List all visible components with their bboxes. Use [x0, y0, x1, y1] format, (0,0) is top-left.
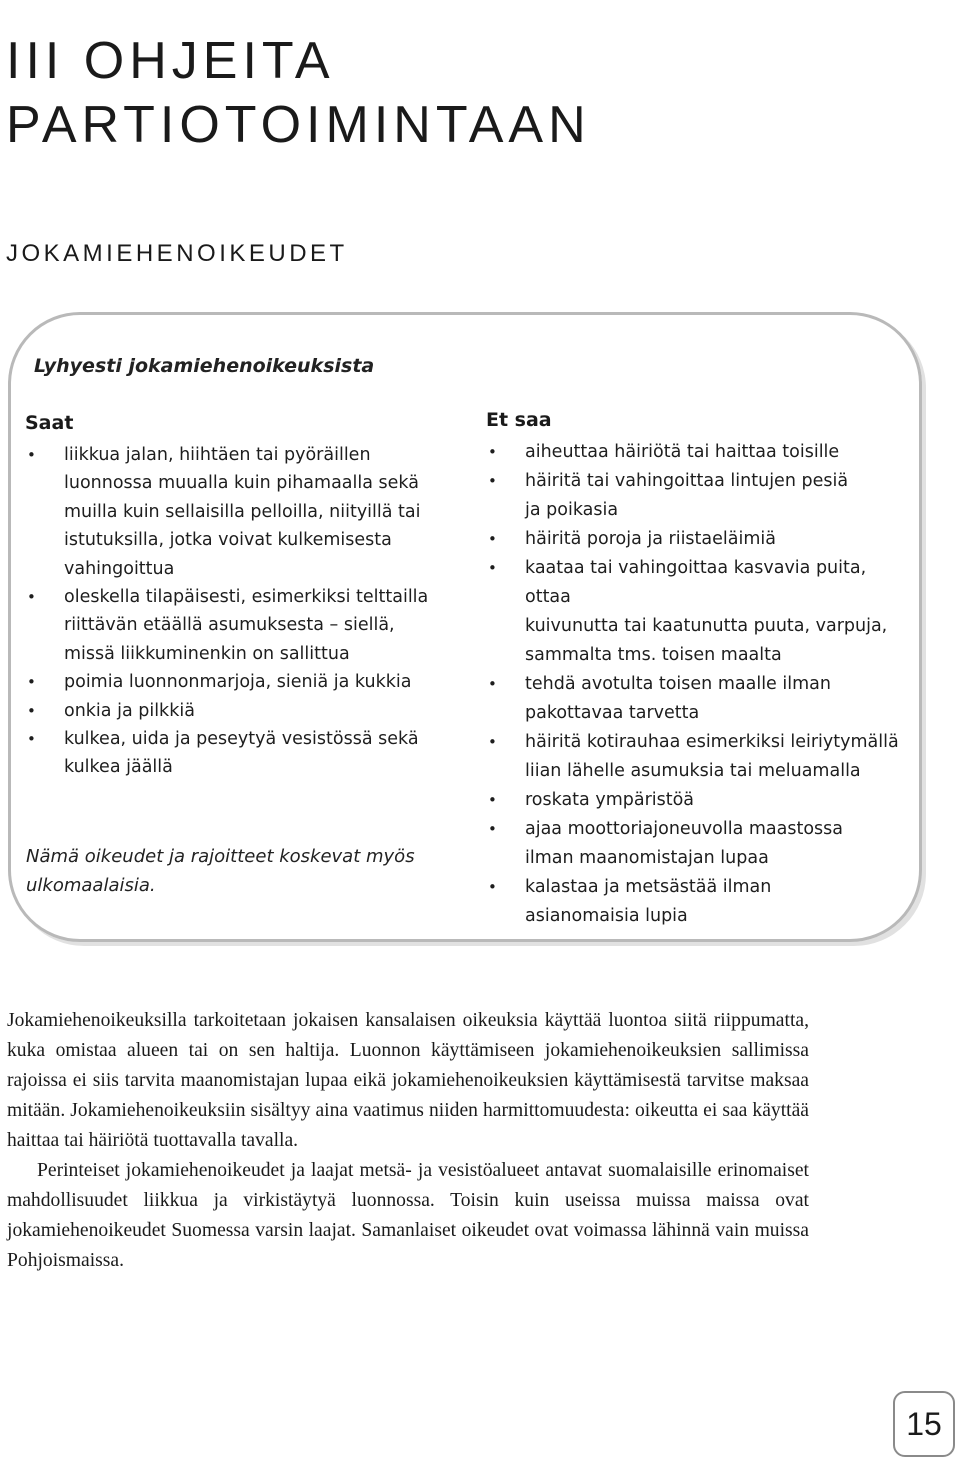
bullet-icon: •	[27, 730, 36, 749]
list-item-line: riittävän etäällä asumuksesta – siellä,	[64, 615, 395, 636]
list-item-line: ajaa moottoriajoneuvolla maastossa	[525, 819, 843, 839]
list-item-line: häiritä tai vahingoittaa lintujen pesiä	[525, 471, 849, 491]
info-box-note	[26, 842, 446, 900]
allowed-list-item	[25, 725, 445, 782]
forbidden-list-item	[486, 670, 916, 728]
body-paragraph: Perinteiset jokamiehenoikeudet ja laajat metsä- ja vesistöalueet antavat suomalaisille erinomaiset mahdollisuudet liikkua ja virkistäytyä luonnossa. Toisin kuin useissa muissa maissa ovat jokamiehenoikeudet Suomessa varsin laajat. Samanlaiset oikeudet ovat voimassa lähinnä vain muissa Pohjoismaissa.	[7, 1160, 809, 1271]
list-item-line: liikkua jalan, hiihtäen tai pyöräillen	[64, 445, 371, 465]
allowed-list-item	[25, 697, 445, 725]
forbidden-list-item	[486, 786, 916, 815]
body-text	[7, 1006, 809, 1276]
bullet-icon: •	[27, 588, 36, 607]
list-item-line: häiritä poroja ja riistaeläimiä	[525, 529, 776, 549]
list-item-line: pakottavaa tarvetta	[525, 703, 700, 723]
body-paragraph: Jokamiehenoikeuksilla tarkoitetaan jokaisen kansalaisen oikeuksia käyttää luontoa siitä riippumatta, kuka omistaa alueen tai on sen haltija. Luonnon käyttämiseen jokamiehenoikeuksien sallimissa rajoissa ei siis tarvita maanomistajan lupaa eikä jokamiehenoikeuksien käyttämisestä tarvitse maksaa mitään. Jokamiehenoikeuksiin sisältyy aina vaatimus niiden harmittomuudesta: oikeutta ei saa käyttää haittaa tai häiriötä tuottavalla tavalla.	[7, 1010, 809, 1151]
allowed-heading: Saat	[25, 412, 74, 434]
forbidden-list-item	[486, 438, 916, 467]
list-item-line: ja poikasia	[525, 500, 619, 520]
bullet-icon: •	[27, 701, 36, 720]
list-item-line: oleskella tilapäisesti, esimerkiksi telttailla	[64, 587, 429, 608]
bullet-icon: •	[488, 820, 497, 838]
list-item-line: onkia ja pilkkiä	[64, 700, 195, 721]
list-item-line: ilman maanomistajan lupaa	[525, 848, 769, 868]
bullet-icon: •	[27, 446, 36, 464]
info-box-title: Lyhyesti jokamiehenoikeuksista	[34, 355, 375, 377]
allowed-list	[25, 441, 445, 782]
list-item-line: muilla kuin sellaisilla pelloilla, niityillä tai	[64, 501, 421, 522]
list-item-line: roskata ympäristöä	[525, 790, 695, 810]
bullet-icon: •	[488, 559, 497, 577]
forbidden-list-item	[486, 815, 916, 873]
list-item-line: aiheuttaa häiriötä tai haittaa toisille	[525, 442, 840, 462]
list-item-line: kulkea jäällä	[64, 757, 173, 778]
list-item-line: tehdä avotulta toisen maalle ilman	[525, 674, 831, 694]
allowed-list-item	[25, 583, 445, 668]
forbidden-heading: Et saa	[486, 409, 552, 431]
bullet-icon: •	[488, 733, 497, 751]
list-item-line: vahingoittua	[64, 558, 175, 579]
list-item-line: istutuksilla, jotka voivat kulkemisesta	[64, 530, 392, 551]
forbidden-list-item	[486, 873, 916, 931]
forbidden-list-item	[486, 728, 916, 786]
list-item-line: missä liikkuminenkin on sallittua	[64, 643, 350, 664]
info-box-note-line: Nämä oikeudet ja rajoitteet koskevat myös	[26, 846, 415, 867]
forbidden-list-item	[486, 554, 916, 670]
bullet-icon: •	[488, 443, 497, 461]
bullet-icon: •	[488, 472, 497, 490]
forbidden-list	[486, 438, 916, 931]
list-item-line: asianomaisia lupia	[525, 906, 688, 926]
list-item-line: kulkea, uida ja peseytyä vesistössä sekä	[64, 729, 419, 750]
info-box-note-line: ulkomaalaisia.	[26, 875, 156, 896]
allowed-list-item	[25, 441, 445, 583]
forbidden-list-item	[486, 467, 916, 525]
section-heading: JOKAMIEHENOIKEUDET	[6, 240, 348, 267]
list-item-line: poimia luonnonmarjoja, sieniä ja kukkia	[64, 672, 412, 693]
list-item-line: kaataa tai vahingoittaa kasvavia puita, ottaa	[525, 558, 867, 607]
list-item-line: liian lähelle asumuksia tai meluamalla	[525, 761, 861, 781]
list-item-line: kuivunutta tai kaatunutta puuta, varpuja,	[525, 616, 888, 636]
bullet-icon: •	[27, 673, 36, 692]
page-number: 15	[893, 1391, 955, 1457]
forbidden-list-item	[486, 525, 916, 554]
allowed-list-item	[25, 668, 445, 696]
bullet-icon: •	[488, 530, 497, 548]
bullet-icon: •	[488, 878, 497, 896]
bullet-icon: •	[488, 675, 497, 693]
list-item-line: kalastaa ja metsästää ilman	[525, 877, 772, 897]
page-title	[6, 29, 591, 157]
list-item-line: häiritä kotirauhaa esimerkiksi leiriytymällä	[525, 732, 899, 752]
page-title-line-2: PARTIOTOIMINTAAN	[6, 95, 591, 154]
bullet-icon: •	[488, 791, 497, 809]
list-item-line: luonnossa muualla kuin pihamaalla sekä	[64, 473, 419, 494]
list-item-line: sammalta tms. toisen maalta	[525, 645, 782, 665]
page-title-line-1: III OHJEITA	[6, 31, 335, 90]
